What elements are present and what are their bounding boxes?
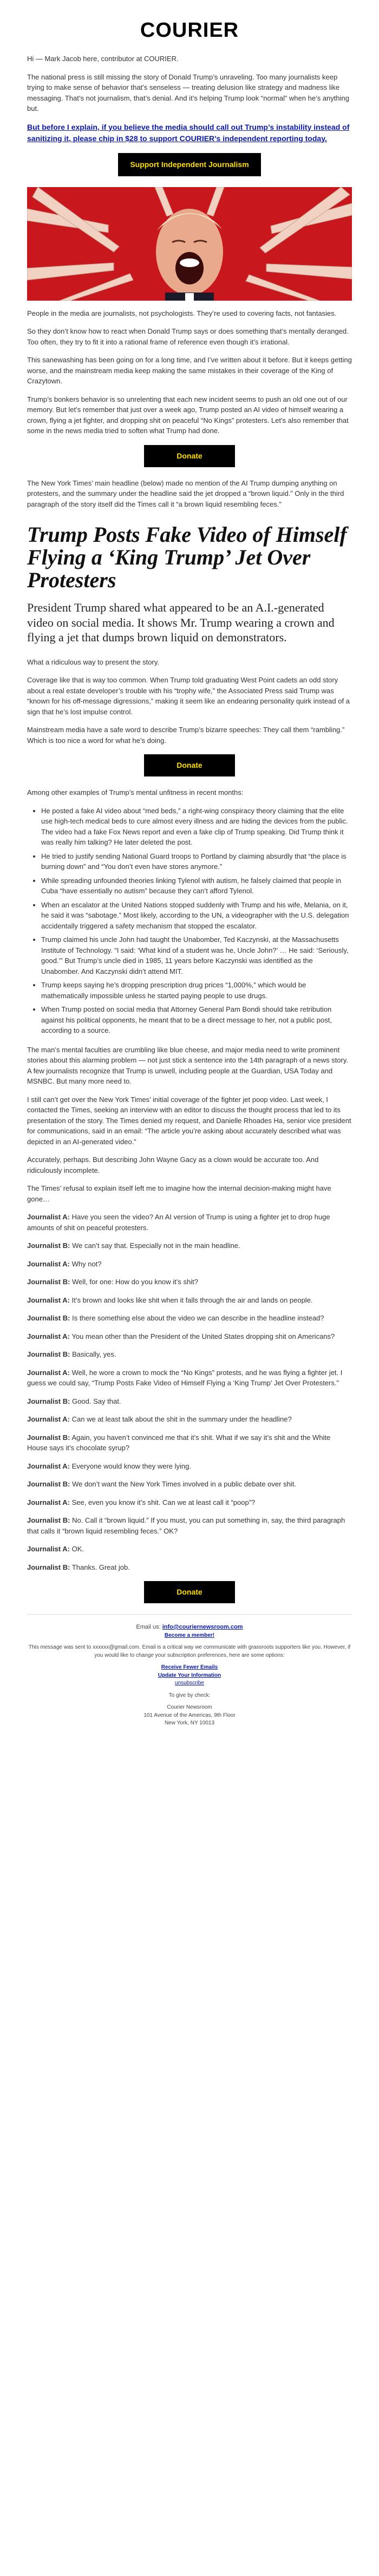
speaker-label: Journalist A: xyxy=(27,1368,70,1377)
body-paragraph: So they don’t know how to react when Donald Trump says or does something that’s mentally deranged. Too often, they try to fit it into a rational frame of reference even though it’s irrational. xyxy=(27,327,349,346)
list-item: • When Trump posted on social media that Attorney General Pam Bondi should take retribution against his political opponents, he meant that to be a direct message to her, not a public post, according to a source. xyxy=(41,1004,352,1036)
dialogue-text: Basically, yes. xyxy=(72,1350,116,1358)
body-paragraph: People in the media are journalists, not psychologists. They’re used to covering facts, not fantasies. xyxy=(27,309,337,317)
dialogue-line xyxy=(27,1259,352,1270)
dialogue-line xyxy=(27,1349,352,1360)
body-paragraph: What a ridiculous way to present the story. xyxy=(27,658,159,666)
unsubscribe-link[interactable]: unsubscribe xyxy=(175,1680,204,1687)
check-note: To give by check: xyxy=(168,1692,211,1698)
speaker-label: Journalist B: xyxy=(27,1241,70,1250)
body-paragraph: Coverage like that is way too common. When Trump told graduating West Point cadets an odd story about a real estate developer’s trouble with his “trophy wife,” the Associated Press said Trump was “known for his off-message digressions,” making it seem like an endearing personality quirk instead of a sign that he’s lost impulse control. xyxy=(27,676,350,716)
body-paragraph: Trump’s bonkers behavior is so unrelenting that each new incident seems to push an old one out of our memory. But let’s remember that just over a week ago, Trump posted an AI video of himself wearing a crown, flying a jet fighter, and dropping shit on peaceful “No Kings” protesters. Let’s also remember that some in the news media tried to soften what Trump had done. xyxy=(27,395,349,435)
imagined-dialogue xyxy=(27,1212,352,1572)
update-information-link[interactable]: Update Your Information xyxy=(158,1672,221,1678)
dialogue-text: You mean other than the President of the United States dropping shit on Americans? xyxy=(71,1332,335,1340)
address-line: 101 Avenue of the Americas, 9th Floor xyxy=(143,1712,236,1718)
dialogue-text: It’s brown and looks like shit when it falls through the air and lands on people. xyxy=(71,1296,313,1304)
dialogue-line xyxy=(27,1295,352,1306)
hero-image xyxy=(27,187,352,301)
speaker-label: Journalist A: xyxy=(27,1545,70,1553)
dialogue-line xyxy=(27,1562,352,1573)
dialogue-text: See, even you know it’s shit. Can we at least call it “poop”? xyxy=(71,1498,256,1506)
dialogue-line xyxy=(27,1396,352,1407)
dialogue-line xyxy=(27,1212,352,1233)
dialogue-line xyxy=(27,1479,352,1490)
update-row xyxy=(27,1672,352,1680)
dialogue-text: Everyone would know they were lying. xyxy=(71,1462,191,1470)
body-paragraph: The Times’ refusal to explain itself left me to imagine how the internal decision-making might have gone… xyxy=(27,1184,331,1203)
dialogue-text: Can we at least talk about the shit in the summary under the headline? xyxy=(71,1415,292,1423)
speaker-label: Journalist B: xyxy=(27,1433,70,1442)
body-paragraph: I still can’t get over the New York Times’ initial coverage of the fighter jet poop video. Last week, I contacted the Times, seeking an interview with an editor to discuss the thought process that led to its presentation of the story. The Times denied my request, and Danielle Rhoades Ha, senior vice president for communications, said in an email: “The article you’re asking about accurately described what was depicted in an AI-generated video.” xyxy=(27,1095,351,1146)
unsub-row xyxy=(27,1679,352,1688)
dialogue-line xyxy=(27,1367,352,1389)
email-container xyxy=(27,0,352,1749)
dialogue-line xyxy=(27,1544,352,1555)
support-button-wrap xyxy=(27,153,352,176)
support-journalism-button[interactable]: Support Independent Journalism xyxy=(118,153,260,176)
dialogue-text: No. Call it “brown liquid.” If you must, you can put something in, say, the third paragraph that calls it “brown liquid resembling feces.” OK? xyxy=(27,1516,345,1535)
speaker-label: Journalist A: xyxy=(27,1259,70,1268)
examples-list xyxy=(27,806,352,1036)
dialogue-text: Why not? xyxy=(71,1259,102,1268)
dialogue-text: Good. Say that. xyxy=(72,1397,121,1405)
list-item: • Trump claimed his uncle John had taught the Unabomber, Ted Kaczynski, at the Massachusetts Institute of Technology. “I said: ‘What kind of a student was he, Uncle John?’ … He said: ‘Seriously, good.’” But Trump’s uncle died in 1985, 11 years before Kaczynski was identified as the Unabomber. And Kaczynski didn’t attend MIT. xyxy=(41,934,352,977)
email-label: Email us: xyxy=(136,1624,161,1630)
list-item: • When an escalator at the United Nations stopped suddenly with Trump and his wife, Melania, on it, he said it was “sabotage.” Most likely, according to the UN, a videographer with the U.S. delegation accidentally triggered a safety mechanism that stopped the escalator. xyxy=(41,900,352,932)
list-item: • Trump keeps saying he’s dropping prescription drug prices “1,000%,” which would be mathematically impossible unless he started paying people to use drugs. xyxy=(41,980,352,1001)
dialogue-line xyxy=(27,1313,352,1324)
speaker-label: Journalist B: xyxy=(27,1278,70,1286)
body-paragraph: The New York Times’ main headline (below) made no mention of the AI Trump dumping anything on protesters, and the summary under the headline said the jet dropped a “brown liquid.” Only in the third paragraph of the story itself did the Times call it “a brown liquid resembling feces.” xyxy=(27,479,344,508)
speaker-label: Journalist A: xyxy=(27,1462,70,1470)
dialogue-line xyxy=(27,1432,352,1453)
speaker-label: Journalist A: xyxy=(27,1213,70,1221)
dialogue-text: Have you seen the video? An AI version of Trump is using a fighter jet to drop huge amounts of shit on peaceful protesters. xyxy=(27,1213,330,1232)
receive-fewer-emails-link[interactable]: Receive Fewer Emails xyxy=(161,1664,218,1671)
email-footer xyxy=(27,1614,352,1728)
dialogue-line xyxy=(27,1240,352,1251)
body-paragraph: Mainstream media have a safe word to describe Trump’s bizarre speeches: They call them “rambling.” Which is too nice a word for what he’s doing. xyxy=(27,726,345,745)
donate-button[interactable]: Donate xyxy=(144,754,234,776)
body-paragraph: The man’s mental faculties are crumbling like blue cheese, and major media need to write prominent stories about this alarming problem — not just stick a sentence into the 14th paragraph of a news story. A few journalists recognize that Trump is unwell, including people at the Guardian, USA Today and MSNBC. But many more need to. xyxy=(27,1045,349,1085)
dialogue-text: Well, for one: How do you know it’s shit? xyxy=(72,1278,199,1286)
speaker-label: Journalist B: xyxy=(27,1563,70,1571)
dialogue-line xyxy=(27,1461,352,1472)
examples-intro: Among other examples of Trump’s mental unfitness in recent months: xyxy=(27,788,244,796)
speaker-label: Journalist A: xyxy=(27,1415,70,1423)
dialogue-text: We can’t say that. Especially not in the main headline. xyxy=(72,1241,240,1250)
contact-email-link[interactable]: info@couriernewsroom.com xyxy=(162,1624,243,1630)
nyt-screenshot xyxy=(27,523,352,645)
dialogue-text: OK. xyxy=(71,1545,84,1553)
subscription-notice: This message was sent to xxxxxx@gmail.com. Email is a critical way we communicate with grassroots supporters like you. However, if you would like to change your subscription preferences, here are some options: xyxy=(28,1644,351,1658)
dialogue-line xyxy=(27,1414,352,1425)
speaker-label: Journalist A: xyxy=(27,1332,70,1340)
dialogue-text: Thanks. Great job. xyxy=(71,1563,130,1571)
donate-button-wrap xyxy=(27,754,352,776)
dialogue-line xyxy=(27,1277,352,1287)
dialogue-text: Well, he wore a crown to mock the “No Kings” protests, and he was flying a fighter jet. I guess we could say, “Trump Posts Fake Video of Himself Flying a ‘King Trump’ Jet Over Protesters.” xyxy=(27,1368,343,1387)
dialogue-text: Again, you haven’t convinced me that it’s shit. What if we say it’s shit and the White House says it’s chocolate syrup? xyxy=(27,1433,331,1452)
speaker-label: Journalist B: xyxy=(27,1480,70,1488)
dialogue-line xyxy=(27,1515,352,1536)
list-item: • While spreading unfounded theories linking Tylenol with autism, he falsely claimed that people in Cuba “have essentially no autism” because they can’t afford Tylenol. xyxy=(41,875,352,897)
dialogue-text: We don’t want the New York Times involved in a public debate over shit. xyxy=(72,1480,296,1488)
body-paragraph: Accurately, perhaps. But describing John Wayne Gacy as a clown would be accurate too. And ridiculously incomplete. xyxy=(27,1156,319,1174)
address-line: New York, NY 10013 xyxy=(164,1720,215,1727)
org-name: Courier Newsroom xyxy=(167,1704,212,1711)
list-item: • He tried to justify sending National Guard troops to Portland by claiming absurdly that “the place is burning down” and “You don’t even have stores anymore.” xyxy=(41,851,352,872)
member-row xyxy=(27,1632,352,1640)
greeting: Hi — Mark Jacob here, contributor at COURIER. xyxy=(27,55,179,63)
speaker-label: Journalist B: xyxy=(27,1314,70,1322)
donation-ask-link[interactable]: But before I explain, if you believe the media should call out Trump’s instability instead of sanitizing it, please chip in $28 to support COURIER’s independent reporting today. xyxy=(27,122,350,143)
donate-button[interactable]: Donate xyxy=(144,445,234,467)
speaker-label: Journalist B: xyxy=(27,1516,70,1524)
intro-paragraph: The national press is still missing the story of Donald Trump’s unraveling. Too many journalists keep trying to make sense of behavior that’s senseless — treating delusion like strategy and madness like messaging. That’s not journalism, that’s denial. And it’s helping Trump look “normal” when he’s anything but. xyxy=(27,72,349,112)
donate-button-wrap xyxy=(27,445,352,467)
dialogue-line xyxy=(27,1331,352,1342)
body-paragraph: This sanewashing has been going on for a long time, and I’ve written about it before. But it keeps getting worse, and the mainstream media keep making the same mistakes in their coverage of the King of Crazytown. xyxy=(27,356,352,385)
donate-button-wrap xyxy=(27,1581,352,1603)
dialogue-text: Is there something else about the video we can describe in the headline instead? xyxy=(72,1314,324,1322)
donate-button[interactable]: Donate xyxy=(144,1581,234,1603)
speaker-label: Journalist B: xyxy=(27,1350,70,1358)
nyt-summary: President Trump shared what appeared to be an A.I.-generated video on social media. It shows Mr. Trump wearing a crown and flying a jet that dumps brown liquid on demonstrators. xyxy=(27,601,335,644)
contact-line xyxy=(27,1623,352,1632)
speaker-label: Journalist A: xyxy=(27,1296,70,1304)
speaker-label: Journalist A: xyxy=(27,1498,70,1506)
fewer-row xyxy=(27,1664,352,1672)
become-member-link[interactable]: Become a member! xyxy=(164,1632,215,1638)
speaker-label: Journalist B: xyxy=(27,1397,70,1405)
dialogue-line xyxy=(27,1497,352,1508)
courier-logo[interactable]: COURIER xyxy=(140,19,239,42)
list-item: • He posted a fake AI video about “med beds,” a right-wing conspiracy theory claiming that the elite use high-tech medical beds to cure almost every illness and are hiding the devices from the public. The video had a fake Fox News report and even a fake clip of Trump speaking. Did Trump think it was really him talking? He later deleted the post. xyxy=(41,806,352,848)
nyt-headline: Trump Posts Fake Video of Himself Flying a ‘King Trump’ Jet Over Protesters xyxy=(27,522,347,592)
